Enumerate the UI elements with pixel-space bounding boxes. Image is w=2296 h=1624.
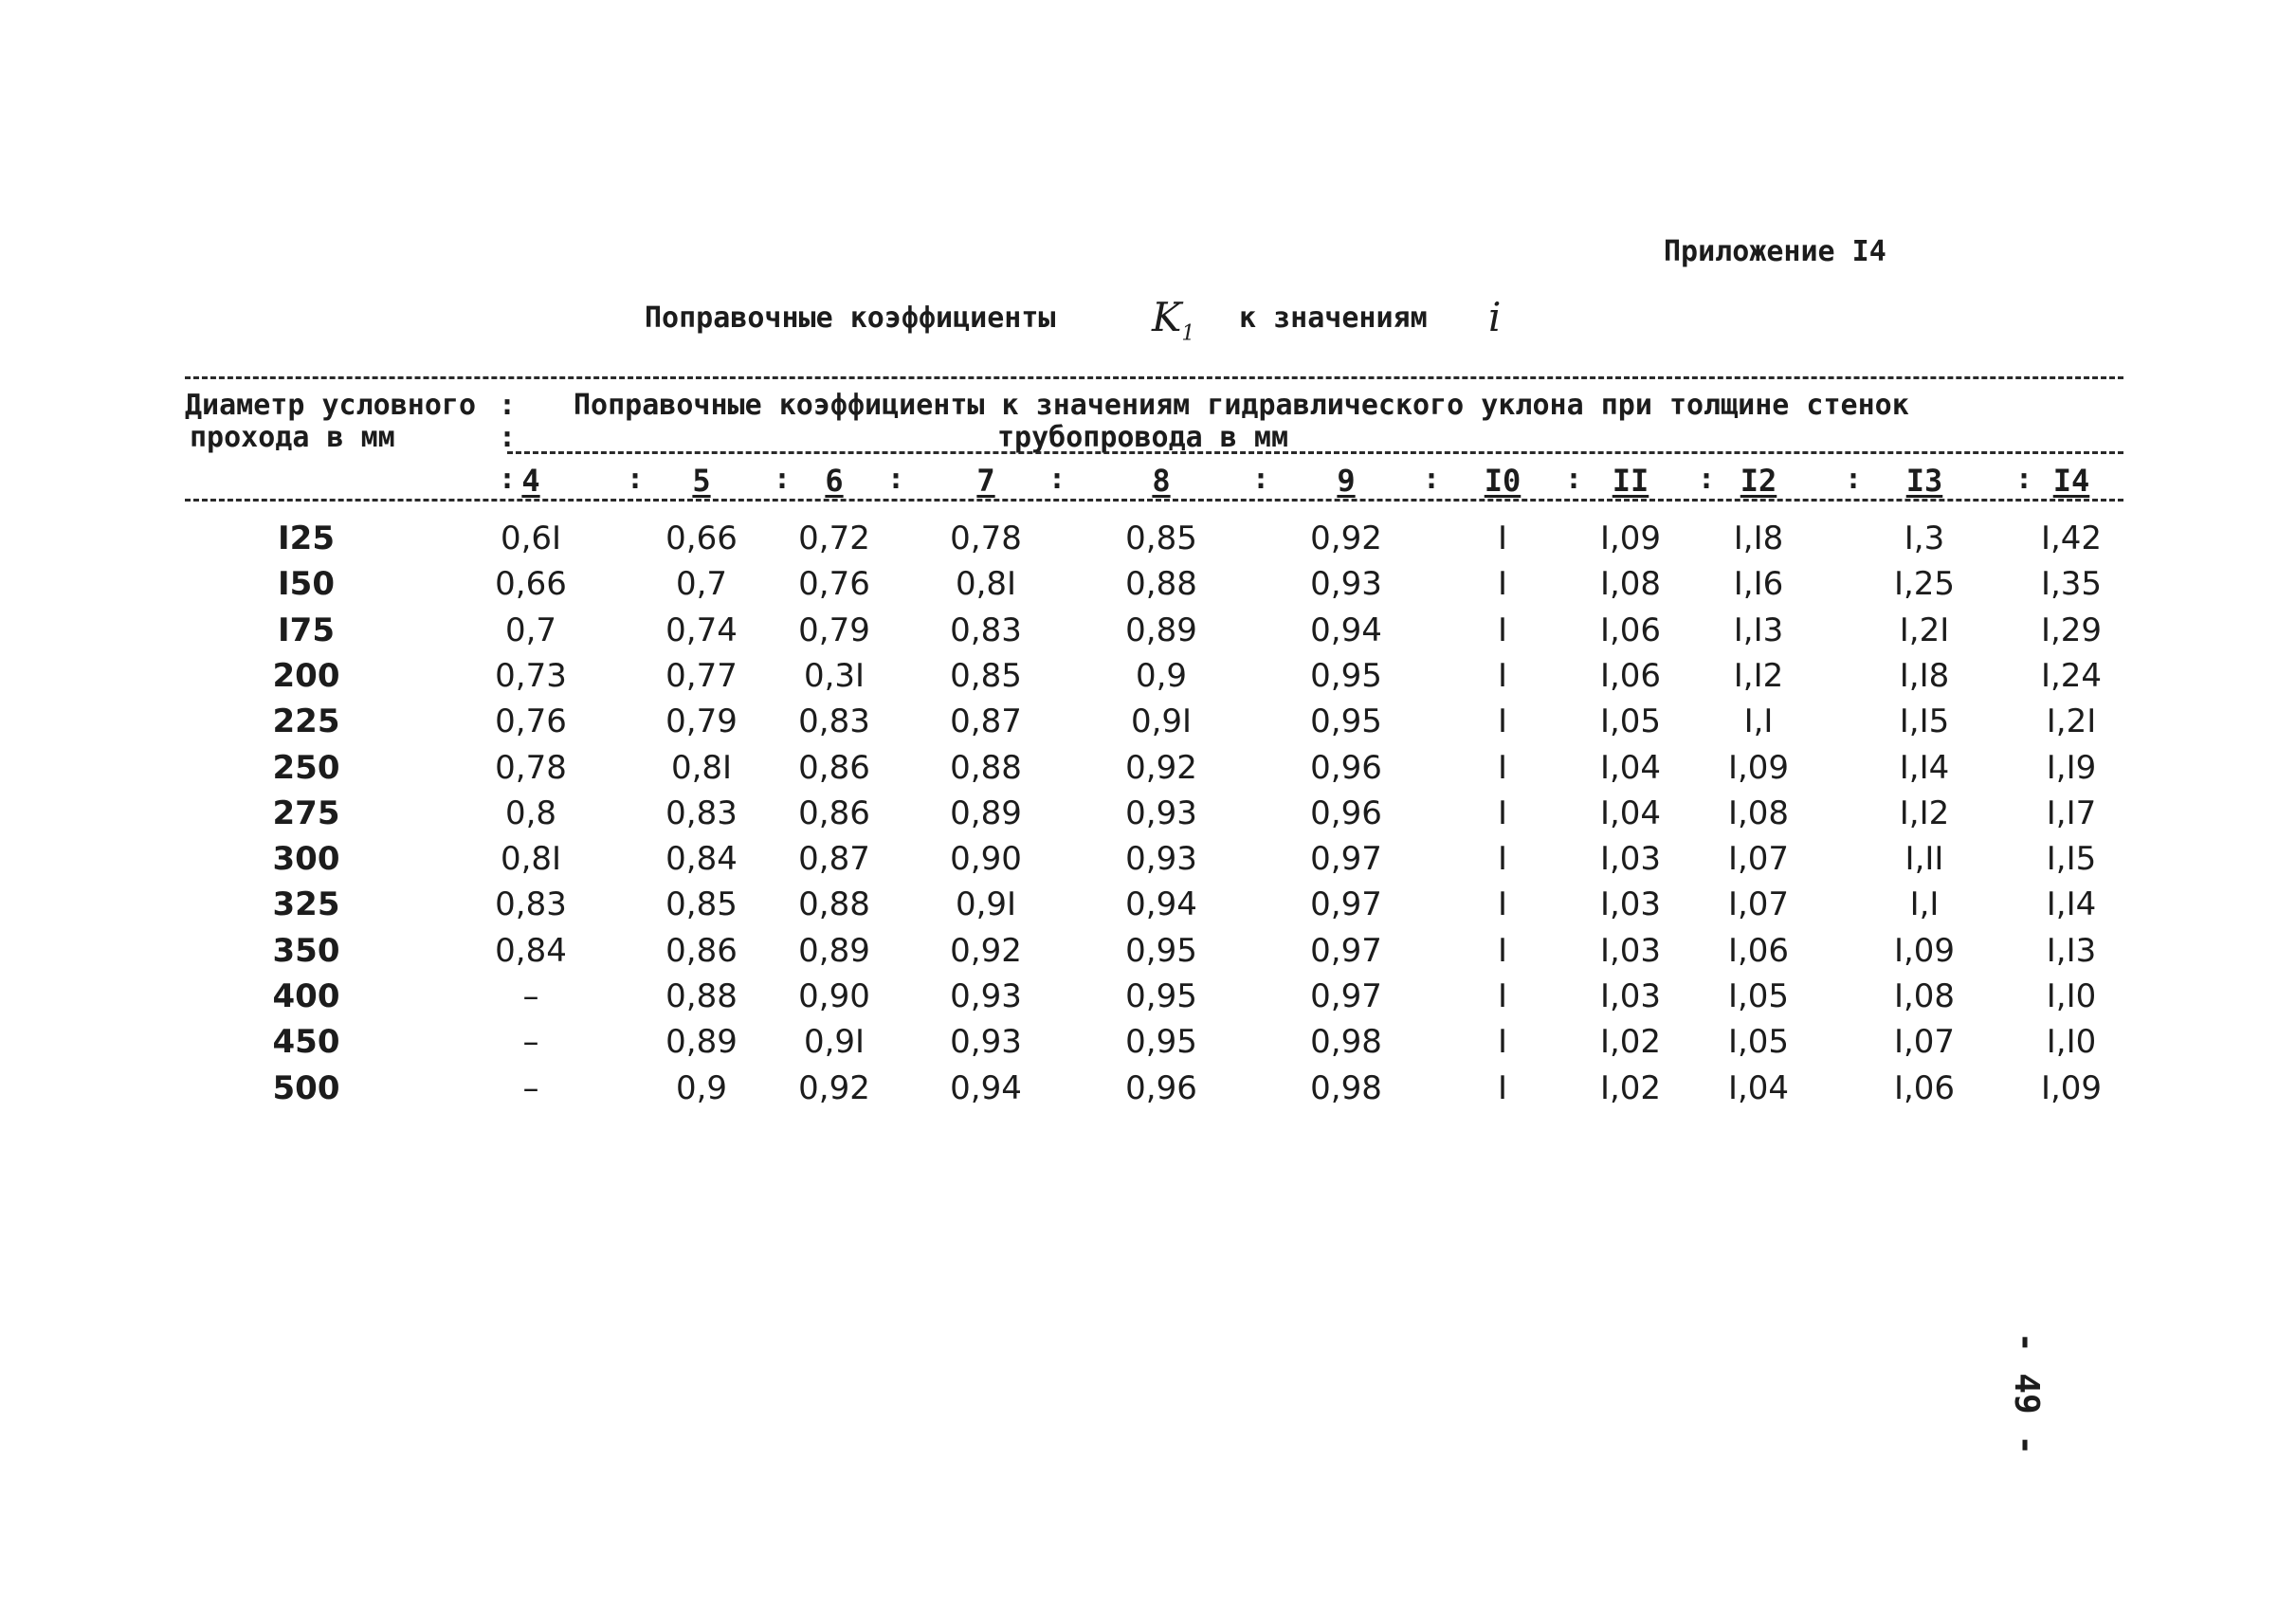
header-coefficients-line1: Поправочные коэффициенты к значениям гидравлического уклона при толщине стенок: [574, 389, 1909, 422]
coefficient-cell: I,05: [1727, 977, 1790, 1015]
thickness-header-5: 5: [692, 463, 711, 499]
diameter-cell: I75: [278, 611, 335, 649]
coefficient-cell: 0,95: [1310, 656, 1382, 695]
coefficient-cell: I,05: [1727, 1023, 1790, 1062]
coefficient-cell: I,I: [1909, 885, 1940, 924]
header-separator: :: [626, 463, 645, 496]
coefficient-cell: 0,89: [665, 1023, 738, 1062]
title-k-symbol: [1152, 294, 1194, 345]
coefficient-cell: 0,93: [950, 1023, 1022, 1062]
coefficient-cell: 0,6I: [500, 520, 562, 557]
coefficient-cell: 0,78: [950, 520, 1022, 557]
header-separator: :: [1251, 463, 1270, 496]
coefficient-cell: I: [1497, 748, 1508, 787]
coefficient-cell: 0,96: [1310, 748, 1382, 787]
header-coefficients-line2: трубопровода в мм: [997, 421, 1289, 454]
coefficient-cell: I,I2: [1733, 656, 1784, 695]
thickness-header-II: II: [1612, 463, 1649, 499]
coefficient-cell: 0,77: [665, 656, 738, 695]
title-k-letter: K: [1152, 294, 1182, 340]
coefficient-cell: –: [522, 977, 539, 1015]
coefficient-cell: 0,89: [798, 931, 870, 970]
coefficient-cell: 0,95: [1125, 977, 1197, 1015]
coefficient-cell: I,I2: [1899, 794, 1950, 832]
coefficient-cell: –: [522, 1023, 539, 1062]
coefficient-cell: I,2I: [1899, 611, 1950, 649]
coefficient-cell: 0,86: [798, 748, 870, 787]
coefficient-cell: 0,93: [1310, 565, 1382, 604]
coefficient-cell: I,04: [1599, 794, 1662, 832]
coefficient-cell: 0,93: [950, 977, 1022, 1015]
diameter-cell: 250: [272, 748, 340, 787]
coefficient-cell: 0,88: [665, 977, 738, 1015]
coefficient-cell: 0,98: [1310, 1068, 1382, 1107]
coefficient-cell: I,3: [1904, 520, 1945, 557]
thickness-header-9: 9: [1337, 463, 1356, 499]
thickness-header-4: 4: [521, 463, 540, 499]
coefficient-cell: I,06: [1599, 656, 1662, 695]
coefficient-cell: 0,3I: [803, 656, 866, 695]
coefficient-cell: 0,78: [495, 748, 567, 787]
coefficient-cell: I,03: [1599, 931, 1662, 970]
coefficient-cell: 0,95: [1125, 931, 1197, 970]
coefficient-cell: 0,93: [1125, 794, 1197, 832]
header-colon: :: [499, 463, 517, 496]
coefficient-cell: 0,72: [798, 520, 870, 557]
rule-header-bottom: [185, 499, 2123, 502]
coefficient-cell: I,02: [1599, 1068, 1662, 1107]
header-colon: :: [499, 389, 517, 422]
coefficient-cell: 0,66: [495, 565, 567, 604]
coefficient-cell: I,06: [1727, 931, 1790, 970]
coefficient-cell: 0,8: [504, 794, 557, 832]
coefficient-cell: 0,9: [1135, 656, 1188, 695]
title-k-subscript: 1: [1181, 321, 1195, 346]
coefficient-cell: I,I7: [2046, 794, 2097, 832]
thickness-header-7: 7: [976, 463, 995, 499]
header-separator: :: [1697, 463, 1716, 496]
coefficient-cell: I,09: [2040, 1068, 2103, 1107]
coefficient-cell: I,I0: [2046, 977, 2097, 1015]
coefficient-cell: 0,89: [1125, 611, 1197, 649]
coefficient-cell: 0,9I: [1130, 703, 1193, 741]
coefficient-cell: 0,92: [1125, 748, 1197, 787]
coefficient-cell: 0,96: [1125, 1068, 1197, 1107]
coefficient-cell: I,2I: [2046, 703, 2097, 741]
coefficient-cell: 0,98: [1310, 1023, 1382, 1062]
coefficient-cell: 0,74: [665, 611, 738, 649]
coefficient-cell: I,04: [1727, 1068, 1790, 1107]
coefficient-cell: 0,97: [1310, 885, 1382, 924]
coefficient-cell: 0,8I: [500, 840, 562, 879]
coefficient-cell: I: [1497, 931, 1508, 970]
coefficient-cell: 0,88: [1125, 565, 1197, 604]
coefficient-cell: 0,87: [798, 840, 870, 879]
coefficient-cell: I,09: [1893, 931, 1956, 970]
coefficient-cell: I,25: [1893, 565, 1956, 604]
coefficient-cell: 0,9I: [955, 885, 1017, 924]
table-title: [645, 294, 1877, 351]
coefficient-cell: 0,76: [495, 703, 567, 741]
thickness-header-I3: I3: [1905, 463, 1943, 499]
coefficient-cell: I: [1497, 520, 1508, 557]
coefficient-cell: 0,7: [675, 565, 728, 604]
coefficient-cell: 0,76: [798, 565, 870, 604]
diameter-cell: 350: [272, 931, 340, 970]
diameter-cell: 275: [272, 794, 340, 832]
coefficient-cell: 0,83: [495, 885, 567, 924]
header-separator: :: [1422, 463, 1441, 496]
thickness-header-6: 6: [825, 463, 844, 499]
coefficient-cell: I,08: [1893, 977, 1956, 1015]
header-separator: :: [1844, 463, 1863, 496]
coefficient-cell: I,I8: [1899, 656, 1950, 695]
coefficient-cell: I,42: [2040, 520, 2103, 557]
coefficient-cell: I: [1497, 1068, 1508, 1107]
thickness-header-8: 8: [1152, 463, 1171, 499]
coefficient-cell: 0,86: [798, 794, 870, 832]
coefficient-cell: I: [1497, 656, 1508, 695]
coefficient-cell: I,35: [2040, 565, 2103, 604]
coefficient-cell: 0,86: [665, 931, 738, 970]
coefficient-cell: I: [1497, 794, 1508, 832]
rule-top: [185, 376, 2123, 379]
diameter-cell: 400: [272, 977, 340, 1015]
page-number: - 49 -: [2007, 1332, 2046, 1456]
coefficient-cell: I,02: [1599, 1023, 1662, 1062]
coefficient-cell: 0,94: [1310, 611, 1382, 649]
coefficient-cell: I: [1497, 1023, 1508, 1062]
coefficient-cell: I,29: [2040, 611, 2103, 649]
coefficient-cell: I,24: [2040, 656, 2103, 695]
coefficient-cell: I: [1497, 885, 1508, 924]
coefficient-cell: 0,92: [1310, 520, 1382, 557]
coefficient-cell: 0,97: [1310, 977, 1382, 1015]
coefficient-cell: I,I4: [2046, 885, 2097, 924]
coefficient-cell: 0,85: [950, 656, 1022, 695]
coefficient-cell: I,I5: [1899, 703, 1950, 741]
coefficient-cell: I,I3: [2046, 931, 2097, 970]
coefficient-cell: I: [1497, 977, 1508, 1015]
coefficient-cell: I,I0: [2046, 1023, 2097, 1062]
coefficient-cell: I,I8: [1733, 520, 1784, 557]
coefficient-cell: I,05: [1599, 703, 1662, 741]
coefficient-cell: 0,97: [1310, 840, 1382, 879]
diameter-cell: 500: [272, 1068, 340, 1107]
coefficient-cell: I: [1497, 565, 1508, 604]
coefficient-cell: 0,95: [1310, 703, 1382, 741]
coefficient-cell: I: [1497, 703, 1508, 741]
coefficient-cell: I,I9: [2046, 748, 2097, 787]
coefficient-cell: 0,73: [495, 656, 567, 695]
coefficient-cell: 0,90: [798, 977, 870, 1015]
coefficient-cell: I,07: [1727, 840, 1790, 879]
coefficient-cell: 0,88: [798, 885, 870, 924]
coefficient-cell: 0,85: [665, 885, 738, 924]
diameter-cell: 300: [272, 840, 340, 879]
header-separator: :: [1048, 463, 1066, 496]
coefficient-cell: I,06: [1599, 611, 1662, 649]
diameter-cell: I50: [278, 565, 335, 604]
coefficient-cell: I,09: [1727, 748, 1790, 787]
header-diameter-line1: Диаметр условного: [185, 389, 477, 422]
coefficient-cell: 0,90: [950, 840, 1022, 879]
coefficient-cell: 0,92: [798, 1068, 870, 1107]
coefficient-cell: 0,9I: [803, 1023, 866, 1062]
coefficient-cell: I,03: [1599, 840, 1662, 879]
coefficient-cell: I: [1497, 611, 1508, 649]
coefficient-cell: I,I5: [2046, 840, 2097, 879]
coefficient-cell: I,09: [1599, 520, 1662, 557]
coefficient-cell: 0,97: [1310, 931, 1382, 970]
coefficient-cell: 0,94: [1125, 885, 1197, 924]
coefficient-cell: 0,79: [798, 611, 870, 649]
coefficient-cell: 0,8I: [955, 565, 1017, 604]
header-separator: :: [773, 463, 792, 496]
coefficient-cell: 0,85: [1125, 520, 1197, 557]
coefficient-cell: 0,95: [1125, 1023, 1197, 1062]
diameter-cell: 325: [272, 885, 340, 924]
header-diameter-line2: прохода в мм: [190, 421, 395, 454]
appendix-label: Приложение I4: [1664, 235, 1886, 268]
coefficient-cell: I,07: [1893, 1023, 1956, 1062]
header-separator: :: [2014, 463, 2033, 496]
diameter-cell: I25: [278, 520, 335, 557]
coefficient-cell: 0,83: [665, 794, 738, 832]
coefficient-cell: 0,94: [950, 1068, 1022, 1107]
coefficient-cell: 0,84: [495, 931, 567, 970]
thickness-header-I0: I0: [1484, 463, 1522, 499]
title-text-1: Поправочные коэффициенты: [645, 301, 1056, 335]
thickness-header-I4: I4: [2052, 463, 2090, 499]
diameter-cell: 450: [272, 1023, 340, 1062]
coefficient-cell: I,06: [1893, 1068, 1956, 1107]
header-separator: :: [886, 463, 905, 496]
coefficient-cell: 0,88: [950, 748, 1022, 787]
coefficient-cell: I,03: [1599, 885, 1662, 924]
coefficient-cell: I,04: [1599, 748, 1662, 787]
coefficient-cell: 0,83: [798, 703, 870, 741]
coefficient-cell: I,07: [1727, 885, 1790, 924]
title-i-symbol: i: [1488, 294, 1502, 340]
diameter-cell: 225: [272, 703, 340, 741]
coefficient-cell: 0,83: [950, 611, 1022, 649]
coefficient-cell: –: [522, 1068, 539, 1107]
coefficient-cell: 0,92: [950, 931, 1022, 970]
coefficient-cell: 0,79: [665, 703, 738, 741]
coefficient-cell: I,08: [1727, 794, 1790, 832]
coefficient-cell: I,I6: [1733, 565, 1784, 604]
thickness-header-I2: I2: [1740, 463, 1777, 499]
coefficient-cell: I,08: [1599, 565, 1662, 604]
coefficient-cell: I,I3: [1733, 611, 1784, 649]
coefficient-cell: 0,66: [665, 520, 738, 557]
title-text-2: к значениям: [1239, 301, 1428, 335]
coefficient-cell: 0,84: [665, 840, 738, 879]
rule-subheader: [507, 451, 2123, 454]
coefficient-cell: I,I4: [1899, 748, 1950, 787]
diameter-cell: 200: [272, 656, 340, 695]
header-colon: :: [499, 421, 517, 454]
coefficient-cell: 0,8I: [670, 748, 733, 787]
coefficient-cell: 0,9: [675, 1068, 728, 1107]
coefficient-cell: 0,87: [950, 703, 1022, 741]
coefficient-cell: 0,96: [1310, 794, 1382, 832]
coefficient-cell: I,I: [1743, 703, 1774, 741]
coefficient-cell: I,II: [1904, 840, 1944, 879]
coefficient-cell: 0,7: [504, 611, 557, 649]
coefficient-cell: 0,89: [950, 794, 1022, 832]
coefficient-cell: I: [1497, 840, 1508, 879]
header-separator: :: [1564, 463, 1583, 496]
coefficient-cell: I,03: [1599, 977, 1662, 1015]
coefficient-cell: 0,93: [1125, 840, 1197, 879]
